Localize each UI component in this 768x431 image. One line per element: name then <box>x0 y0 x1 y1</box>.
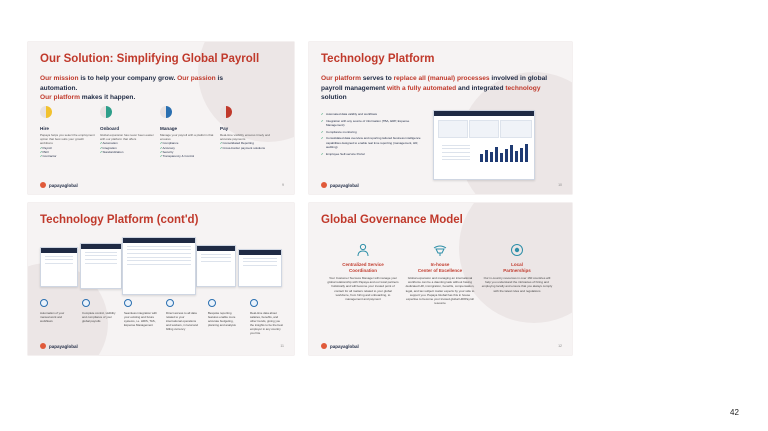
dashboard-table <box>438 142 474 163</box>
thumb-row <box>201 261 231 262</box>
logo-icon <box>321 343 327 349</box>
integration-icon <box>124 299 132 307</box>
head-line: Partnerships <box>503 267 531 273</box>
table-row <box>442 145 470 146</box>
slide-title: Technology Platform (cont'd) <box>40 214 199 226</box>
chart-bar <box>480 154 483 162</box>
feature-column <box>82 299 116 323</box>
column-head: Manage <box>160 126 178 131</box>
column-head <box>481 262 553 273</box>
slide-page-number: 10 <box>558 183 562 187</box>
table-row <box>442 152 470 153</box>
column-pay <box>220 106 276 150</box>
dashboard-header <box>434 111 534 116</box>
lead-passion: Our passion <box>177 75 216 82</box>
column-head: Onboard <box>100 126 120 131</box>
dashboard-bar-chart <box>478 142 530 162</box>
thumb-row <box>85 259 117 260</box>
reporting-icon <box>208 299 216 307</box>
thumb-row <box>85 252 117 253</box>
list-item: ✔ Consolidated Reporting <box>220 141 276 145</box>
thumb-row <box>127 246 191 247</box>
head-line: Coordination <box>349 267 377 273</box>
list-item: ✔ Standardization <box>100 150 156 154</box>
chart-bar <box>515 151 518 162</box>
feature-text: Complete control, visibility and compliance of your global payrolls <box>82 311 116 323</box>
feature-text: Direct access to all data related to your international operations and workers, in local and billing currency <box>166 311 198 331</box>
list-item: ✔ Security <box>160 150 216 154</box>
brand-logo <box>321 343 359 349</box>
lead-text: makes it happen. <box>79 94 136 101</box>
feature-text: Seamless integration with your existing and future systems, i.e. HRIS, TAS, Expense Management <box>124 311 157 327</box>
list-item: ✔ Transparency & Control <box>160 154 216 158</box>
feature-list <box>321 112 425 158</box>
feature-column <box>208 299 242 327</box>
page-number: 42 <box>730 408 739 417</box>
head-line: Centralized Service <box>342 262 384 267</box>
data-access-icon <box>166 299 174 307</box>
slide-lead <box>321 74 553 103</box>
logo-text: papayaglobal <box>49 182 78 188</box>
feature-column <box>166 299 200 331</box>
lead-text: serves to <box>360 75 394 82</box>
slide-technology-platform-cont <box>28 203 294 355</box>
chart-bar <box>490 152 493 162</box>
head-line: In-house <box>430 262 450 267</box>
thumb-header <box>239 250 281 255</box>
list-item: ✔ Contractor <box>40 154 96 158</box>
logo-icon <box>40 182 46 188</box>
governance-column <box>481 243 553 293</box>
control-icon <box>82 299 90 307</box>
head-line: Center of Excellence <box>417 267 463 273</box>
slide-technology-platform <box>309 42 572 194</box>
feature-column <box>40 299 74 323</box>
screenshot-thumbnail <box>238 249 282 287</box>
lead-text: solution <box>321 94 347 101</box>
chart-bar <box>510 145 513 162</box>
chart-bar <box>485 150 488 162</box>
column-text: Your Customer Success Manager will manage your global relationship with Papaya and our local partners holistically and will become your trusted point of contact for all matters related to your global workforce, from hiring and onboarding, to management and payment <box>327 276 399 302</box>
column-text: Global expansion has never been easier with our platform that offers <box>100 133 154 142</box>
chart-bar <box>520 148 523 162</box>
feature-item: ✔ Compliance monitoring <box>321 130 425 134</box>
lead-text: is automation. <box>40 75 223 92</box>
lead-text: involved in global payroll management <box>321 75 548 92</box>
lead-text: and integrated <box>456 84 506 92</box>
screenshot-thumbnail <box>196 245 236 287</box>
lead-text: technology <box>505 84 541 92</box>
column-text: Real-time visibility ensures timely and accurate payments <box>220 133 271 142</box>
feature-text: Bespoke reporting features enable more accurate budgeting, planning and analysis <box>208 311 236 327</box>
hire-icon <box>40 106 52 118</box>
lead-text: with a fully automated <box>386 84 457 92</box>
lead-mission: Our mission <box>40 75 79 82</box>
slide-lead <box>40 74 240 103</box>
head-line: Local <box>511 262 523 267</box>
kpi-card <box>438 120 468 138</box>
thumb-row <box>201 254 231 255</box>
kpi-card <box>469 120 499 138</box>
thumb-header <box>41 248 77 253</box>
column-text: Manage your payroll with a platform that ensures <box>160 133 214 142</box>
list-item: ✔ Compliance <box>160 141 216 145</box>
realtime-data-icon <box>250 299 258 307</box>
list-item: ✔ Automation <box>100 141 156 145</box>
list-item: ✔ PEO <box>40 150 96 154</box>
brand-logo <box>40 343 78 349</box>
column-head: Pay <box>220 126 229 131</box>
slide-title: Our Solution: Simplifying Global Payroll <box>40 53 260 65</box>
slide-page-number: 9 <box>282 183 284 187</box>
column-text: Global expansion and managing an international workforce can be a daunting task without having dedicated HR, immigration, benefits, compensation, legal, and tax subject matter experts by your side to support you. Papaya Global has this in house expertise to become your trusted global HR/Payroll resource <box>405 276 475 306</box>
slide-governance-model <box>309 203 572 355</box>
slide-title: Technology Platform <box>321 53 435 65</box>
manage-icon <box>160 106 172 118</box>
lead-platform: Our platform <box>40 94 80 101</box>
column-head <box>327 262 399 273</box>
thumb-header <box>123 238 195 243</box>
column-list <box>220 141 276 149</box>
feature-item: ✔ Employee Self-service Portal <box>321 152 425 156</box>
column-head <box>404 262 476 273</box>
column-list <box>40 146 96 159</box>
excellence-icon <box>433 243 447 257</box>
thumb-row <box>243 258 277 259</box>
dashboard-screenshot <box>433 110 535 180</box>
kpi-card <box>500 120 532 138</box>
thumb-header <box>81 244 121 249</box>
slide-page-number: 12 <box>558 344 562 348</box>
onboard-icon <box>100 106 112 118</box>
column-list <box>160 141 216 158</box>
logo-text: papayaglobal <box>330 182 359 188</box>
feature-text: Real-time data about salaries, benefits, and other trends, giving you the insights to be the best employer in any country you hire <box>250 311 283 335</box>
column-text: Papaya helps you select the employment option that best suits your growth ambitions <box>40 133 95 146</box>
column-onboard <box>100 106 156 154</box>
person-icon <box>356 243 370 257</box>
thumb-row <box>127 264 191 265</box>
thumb-row <box>45 263 73 264</box>
chart-bar <box>495 147 498 162</box>
logo-text: papayaglobal <box>330 343 359 349</box>
column-text: Our in-country resources in over 160 countries will help you understand the intricacies of hiring and employing locally and ensure that you always comply with the latest rules and regulations <box>481 276 553 293</box>
thumb-row <box>127 257 191 258</box>
list-item: ✔ Accuracy <box>160 146 216 150</box>
screenshot-thumbnail <box>80 243 122 289</box>
feature-text: Automation of your manual work and workflows <box>40 311 65 323</box>
pay-icon <box>220 106 232 118</box>
screenshot-main <box>122 237 196 295</box>
column-hire <box>40 106 96 158</box>
thumb-row <box>85 263 117 264</box>
lead-text: Our platform <box>321 75 361 82</box>
thumb-row <box>45 256 73 257</box>
slide-title: Global Governance Model <box>321 214 463 226</box>
lead-text: replace all (manual) processes <box>393 75 490 82</box>
chart-bar <box>500 153 503 162</box>
feature-column <box>124 299 158 327</box>
column-manage <box>160 106 216 158</box>
thumb-header <box>197 246 235 251</box>
logo-text: papayaglobal <box>49 343 78 349</box>
logo-icon <box>321 182 327 188</box>
column-head: Hire <box>40 126 49 131</box>
thumb-row <box>243 261 277 262</box>
governance-column <box>327 243 399 301</box>
feature-column <box>250 299 284 335</box>
thumb-row <box>127 260 191 261</box>
thumb-row <box>127 249 191 250</box>
screenshot-thumbnail <box>40 247 78 287</box>
thumb-row <box>201 257 231 258</box>
thumb-row <box>45 259 73 260</box>
table-row <box>442 159 470 160</box>
list-item: ✔ Integration <box>100 146 156 150</box>
thumb-row <box>243 265 277 266</box>
table-row <box>442 156 470 157</box>
feature-item: ✔ Integration with any source of information (TBA, ERP, Expense Management) <box>321 119 425 128</box>
slide-our-solution <box>28 42 294 194</box>
partnership-icon <box>510 243 524 257</box>
logo-icon <box>40 343 46 349</box>
chart-bar <box>525 144 528 162</box>
brand-logo <box>321 182 359 188</box>
brand-logo <box>40 182 78 188</box>
lead-text: is to help your company grow. <box>78 75 178 82</box>
list-item: ✔ Cross-border payment solutions <box>220 146 276 150</box>
slide-page-number: 11 <box>280 344 284 348</box>
thumb-row <box>85 255 117 256</box>
feature-item: ✔ Consolidated data overview and reporting tailored business intelligence capabilities designed to enable real time reporting (management, HR, auditing) <box>321 136 425 149</box>
chart-bar <box>505 149 508 162</box>
table-row <box>442 148 470 149</box>
governance-column <box>404 243 476 305</box>
automation-icon <box>40 299 48 307</box>
feature-item: ✔ Automated data validity and workflows <box>321 112 425 116</box>
list-item: ✔ Payroll <box>40 146 96 150</box>
thumb-row <box>127 253 191 254</box>
column-list <box>100 141 156 154</box>
